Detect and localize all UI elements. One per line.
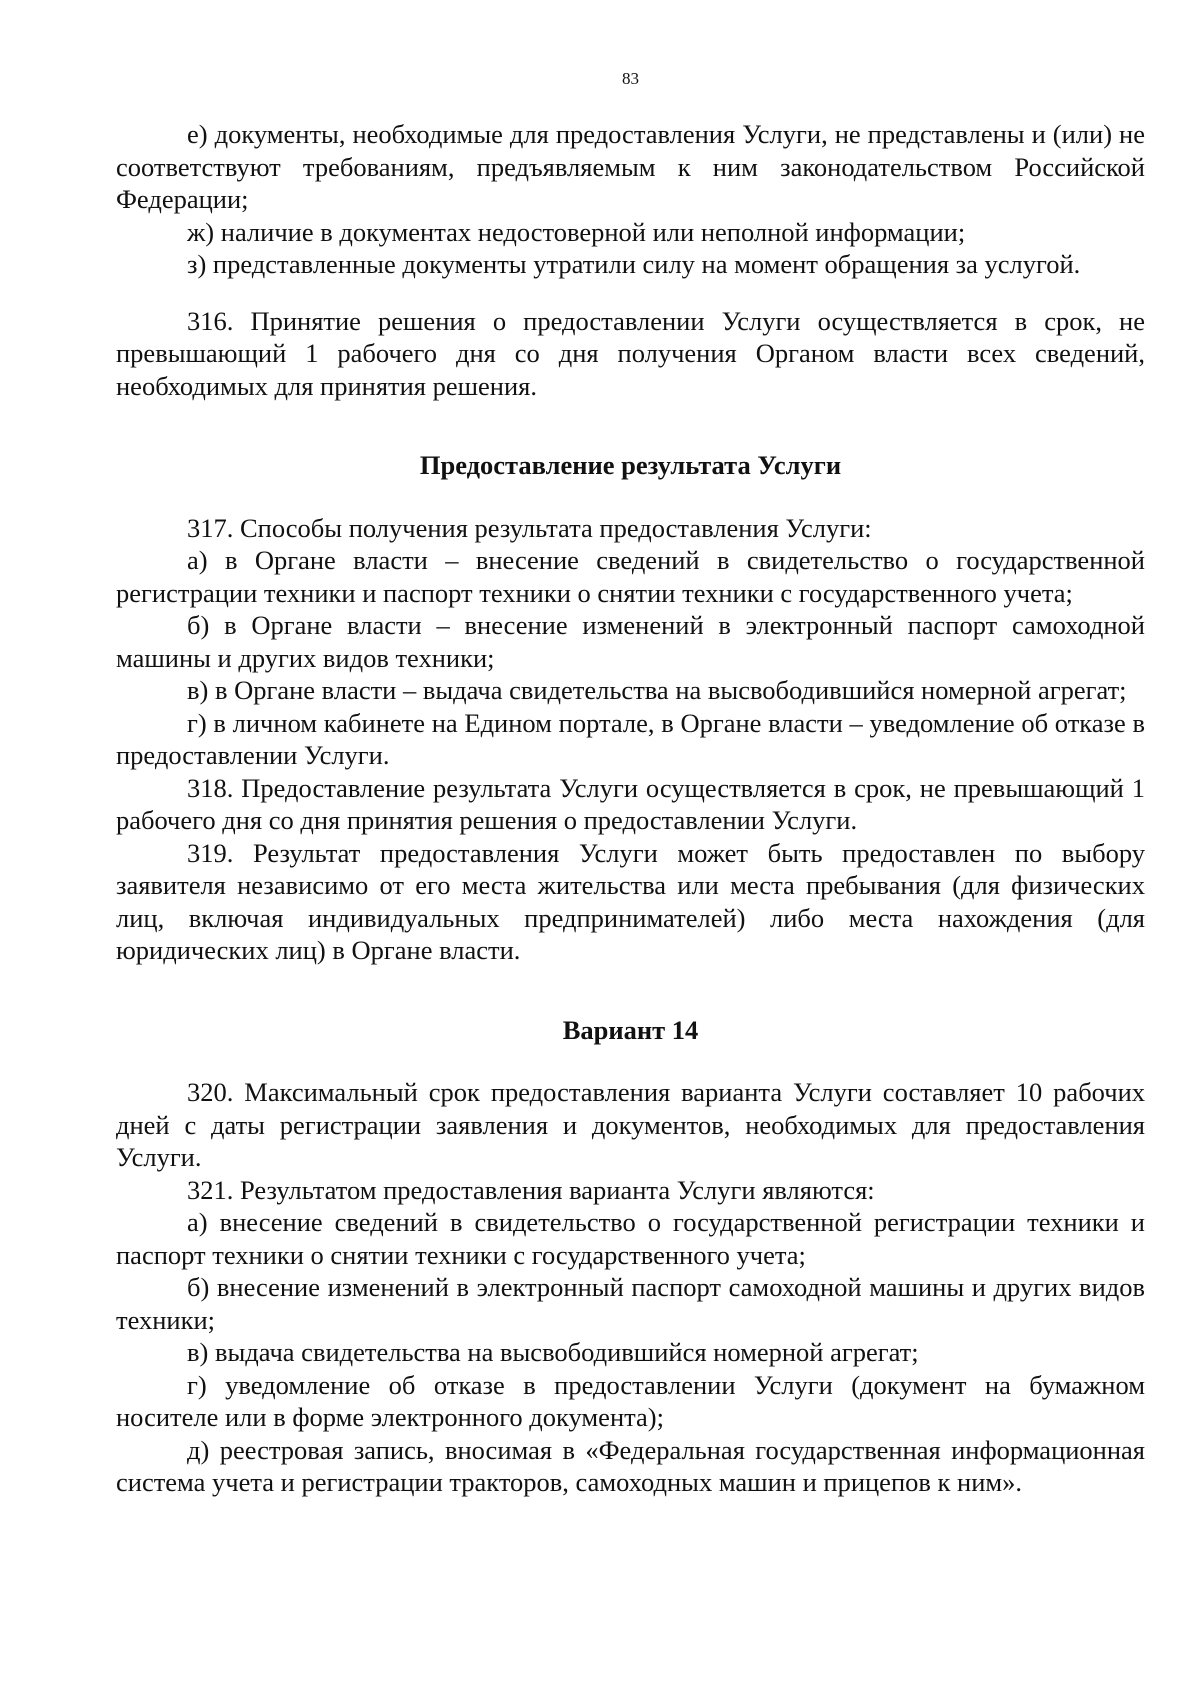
paragraph-321-d: д) реестровая запись, вносимая в «Федеральная государственная информационная система учета и регистрации тракторов, самоходных машин и прицепов к ним». (116, 1434, 1145, 1497)
paragraph-321-b: б) внесение изменений в электронный паспорт самоходной машины и других видов техники; (116, 1272, 1145, 1335)
paragraph-319: 319. Результат предоставления Услуги может быть предоставлен по выбору заявителя независимо от его места жительства или места пребывания (для физических лиц, включая индивидуальных предпринимателей) либо места нахождения (для юридических лиц) в Органе власти. (116, 837, 1145, 965)
paragraph-316: 316. Принятие решения о предоставлении Услуги осуществляется в срок, не превышающий 1 рабочего дня со дня получения Органом власти всех сведений, необходимых для принятия решения. (116, 305, 1145, 401)
paragraph-317: 317. Способы получения результата предоставления Услуги: (187, 512, 872, 543)
paragraph-320: 320. Максимальный срок предоставления варианта Услуги составляет 10 рабочих дней с даты регистрации заявления и документов, необходимых для предоставления Услуги. (116, 1077, 1145, 1172)
paragraph-317-a: а) в Органе власти – внесение сведений в свидетельство о государственной регистрации техники и паспорт техники о снятии техники с государственного учета; (116, 545, 1145, 608)
section-heading-result: Предоставление результата Услуги (419, 450, 842, 480)
paragraph-item-z: з) представленные документы утратили силу на момент обращения за услугой. (187, 249, 1081, 279)
paragraph-321-a: а) внесение сведений в свидетельство о государственной регистрации техники и паспорт техники о снятии техники с государственного учета; (116, 1207, 1145, 1270)
paragraph-321-v: в) выдача свидетельства на высвободившийся номерной агрегат; (187, 1337, 919, 1367)
section-heading-variant-14: Вариант 14 (562, 1014, 699, 1045)
paragraph-321-g: г) уведомление об отказе в предоставлении Услуги (документ на бумажном носителе или в форме электронного документа); (116, 1369, 1145, 1432)
paragraph-317-g: г) в личном кабинете на Едином портале, в Органе власти – уведомление об отказе в предоставлении Услуги. (116, 707, 1145, 770)
paragraph-item-e: е) документы, необходимые для предоставления Услуги, не представлены и (или) не соответствуют требованиям, предъявляемым к ним законодательством Российской Федерации; (116, 119, 1145, 214)
paragraph-321: 321. Результатом предоставления варианта Услуги являются: (187, 1174, 875, 1205)
page-number: 83 (622, 69, 639, 88)
paragraph-317-b: б) в Органе власти – внесение изменений в электронный паспорт самоходной машины и других видов техники; (116, 610, 1145, 673)
paragraph-317-v: в) в Органе власти – выдача свидетельства на высвободившийся номерной агрегат; (187, 675, 1127, 705)
paragraph-318: 318. Предоставление результата Услуги осуществляется в срок, не превышающий 1 рабочего дня со дня принятия решения о предоставлении Услуги. (116, 772, 1145, 835)
paragraph-item-zh: ж) наличие в документах недостоверной или неполной информации; (187, 216, 966, 247)
